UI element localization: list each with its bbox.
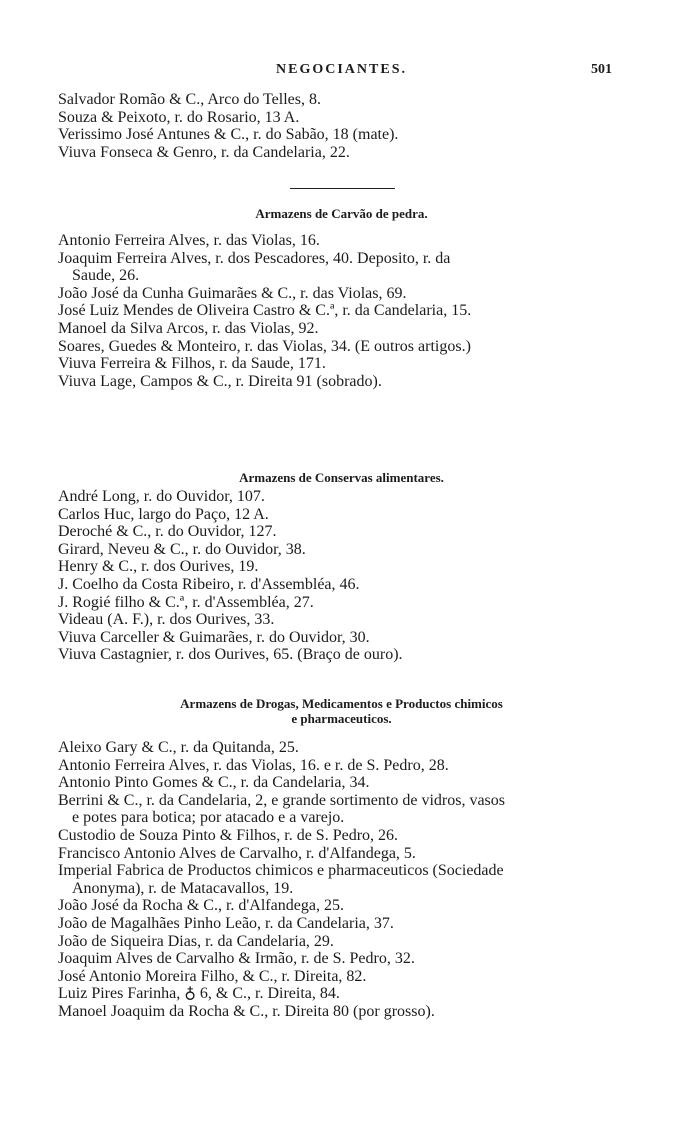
list-item bbox=[58, 646, 658, 664]
entry-line: Custodio de Souza Pinto & Filhos, r. de S. Pedro, 26. bbox=[58, 826, 399, 844]
entry-line: Antonio Ferreira Alves, r. das Violas, 16. bbox=[58, 232, 320, 249]
list-item bbox=[58, 827, 658, 845]
entry-line: Joaquim Alves de Carvalho & Irmão, r. de S. Pedro, 32. bbox=[58, 950, 415, 968]
entry-line: Antonio Ferreira Alves, r. das Violas, 16. e r. de S. Pedro, 28. bbox=[58, 756, 449, 774]
list-item bbox=[58, 373, 658, 391]
list-item bbox=[58, 594, 658, 612]
entry-line: Deroché & C., r. do Ouvidor, 127. bbox=[58, 523, 277, 541]
list-item bbox=[58, 523, 658, 541]
entry-line: Viuva Fonseca & Genro, r. da Candelaria, 22. bbox=[58, 143, 350, 161]
list-item bbox=[58, 774, 658, 792]
list-item bbox=[58, 488, 658, 506]
entry-line: J. Rogié filho & C.ª, r. d'Assembléa, 27. bbox=[58, 593, 314, 611]
list-item bbox=[58, 792, 658, 827]
entry-line: João de Magalhães Pinho Leão, r. da Candelaria, 37. bbox=[58, 914, 394, 932]
list-conservas bbox=[58, 488, 658, 664]
entry-line: Viuva Ferreira & Filhos, r. da Saude, 171. bbox=[58, 355, 326, 373]
entry-line: André Long, r. do Ouvidor, 107. bbox=[58, 488, 265, 505]
entry-line: Carlos Huc, largo do Paço, 12 A. bbox=[58, 505, 269, 523]
section-heading-line: Armazens de Drogas, Medicamentos e Productos chimicos bbox=[180, 696, 503, 711]
section-heading-line: e pharmaceuticos. bbox=[291, 711, 392, 726]
section-divider bbox=[290, 188, 395, 189]
entry-continuation: e potes para botica; por atacado e a varejo. bbox=[72, 809, 345, 827]
list-item bbox=[58, 338, 658, 356]
entry-line: Soares, Guedes & Monteiro, r. das Violas, 34. (E outros artigos.) bbox=[58, 337, 471, 355]
list-item bbox=[58, 739, 658, 757]
entry-line: José Luiz Mendes de Oliveira Castro & C.ª, r. da Candelaria, 15. bbox=[58, 302, 472, 320]
entry-line: Viuva Castagnier, r. dos Ourives, 65. (Braço de ouro). bbox=[58, 646, 403, 664]
entry-line: Antonio Pinto Gomes & C., r. da Candelaria, 34. bbox=[58, 774, 370, 792]
entry-line: Imperial Fabrica de Productos chimicos e pharmaceuticos (Sociedade bbox=[58, 862, 504, 880]
list-item bbox=[58, 985, 658, 1003]
list-item bbox=[58, 506, 658, 524]
section-heading-line: Armazens de Conservas alimentares. bbox=[239, 470, 444, 485]
entry-line: Souza & Peixoto, r. do Rosario, 13 A. bbox=[58, 108, 300, 126]
entry-line: Aleixo Gary & C., r. da Quitanda, 25. bbox=[58, 739, 299, 756]
entry-line: Viuva Lage, Campos & C., r. Direita 91 (sobrado). bbox=[58, 372, 382, 390]
entry-line: Luiz Pires Farinha, ♁ 6, & C., r. Direita, 84. bbox=[58, 985, 340, 1003]
list-carvao bbox=[58, 232, 658, 390]
entry-continuation: Anonyma), r. de Matacavallos, 19. bbox=[72, 879, 294, 897]
section-heading-carvao bbox=[0, 206, 683, 221]
list-item bbox=[58, 285, 658, 303]
list-item bbox=[58, 302, 658, 320]
list-item bbox=[58, 1003, 658, 1021]
entry-line: Manoel Joaquim da Rocha & C., r. Direita 80 (por grosso). bbox=[58, 1002, 435, 1020]
list-item bbox=[58, 576, 658, 594]
list-item bbox=[58, 91, 658, 109]
entry-line: Berrini & C., r. da Candelaria, 2, e grande sortimento de vidros, vasos bbox=[58, 791, 506, 809]
list-drogas bbox=[58, 739, 658, 1021]
entry-line: Henry & C., r. dos Ourives, 19. bbox=[58, 558, 259, 576]
entry-line: Girard, Neveu & C., r. do Ouvidor, 38. bbox=[58, 540, 306, 558]
entry-line: Salvador Romão & C., Arco do Telles, 8. bbox=[58, 91, 321, 108]
list-item bbox=[58, 541, 658, 559]
entry-line: José Antonio Moreira Filho, & C., r. Direita, 82. bbox=[58, 967, 367, 985]
list-item bbox=[58, 611, 658, 629]
list-item bbox=[58, 320, 658, 338]
list-item bbox=[58, 558, 658, 576]
entry-continuation: Saude, 26. bbox=[72, 267, 140, 285]
entry-line: Viuva Carceller & Guimarães, r. do Ouvidor, 30. bbox=[58, 628, 370, 646]
running-head: NEGOCIANTES. bbox=[276, 62, 407, 77]
list-item bbox=[58, 144, 658, 162]
entry-line: Verissimo José Antunes & C., r. do Sabão, 18 (mate). bbox=[58, 126, 399, 144]
entry-line: João José da Rocha & C., r. d'Alfandega, 25. bbox=[58, 897, 344, 915]
section-heading-line: Armazens de Carvão de pedra. bbox=[255, 206, 428, 221]
section-heading-conservas bbox=[0, 470, 683, 485]
list-item bbox=[58, 862, 658, 897]
entry-line: J. Coelho da Costa Ribeiro, r. d'Assembléa, 46. bbox=[58, 575, 360, 593]
entry-line: Videau (A. F.), r. dos Ourives, 33. bbox=[58, 611, 275, 629]
list-item bbox=[58, 109, 658, 127]
entry-line: Joaquim Ferreira Alves, r. dos Pescadores, 40. Deposito, r. da bbox=[58, 249, 451, 267]
entry-line: Francisco Antonio Alves de Carvalho, r. d'Alfandega, 5. bbox=[58, 844, 416, 862]
page-number: 501 bbox=[591, 62, 612, 77]
list-item bbox=[58, 933, 658, 951]
list-item bbox=[58, 757, 658, 775]
list-item bbox=[58, 950, 658, 968]
list-item bbox=[58, 250, 658, 285]
entry-line: João de Siqueira Dias, r. da Candelaria, 29. bbox=[58, 932, 334, 950]
list-item bbox=[58, 968, 658, 986]
list-item bbox=[58, 126, 658, 144]
list-item bbox=[58, 845, 658, 863]
list-item bbox=[58, 355, 658, 373]
list-item bbox=[58, 629, 658, 647]
entry-line: Manoel da Silva Arcos, r. das Violas, 92. bbox=[58, 319, 319, 337]
intro-list bbox=[58, 91, 658, 161]
list-item bbox=[58, 897, 658, 915]
list-item bbox=[58, 915, 658, 933]
entry-line: João José da Cunha Guimarães & C., r. das Violas, 69. bbox=[58, 284, 407, 302]
list-item bbox=[58, 232, 658, 250]
section-heading-drogas bbox=[0, 696, 683, 726]
